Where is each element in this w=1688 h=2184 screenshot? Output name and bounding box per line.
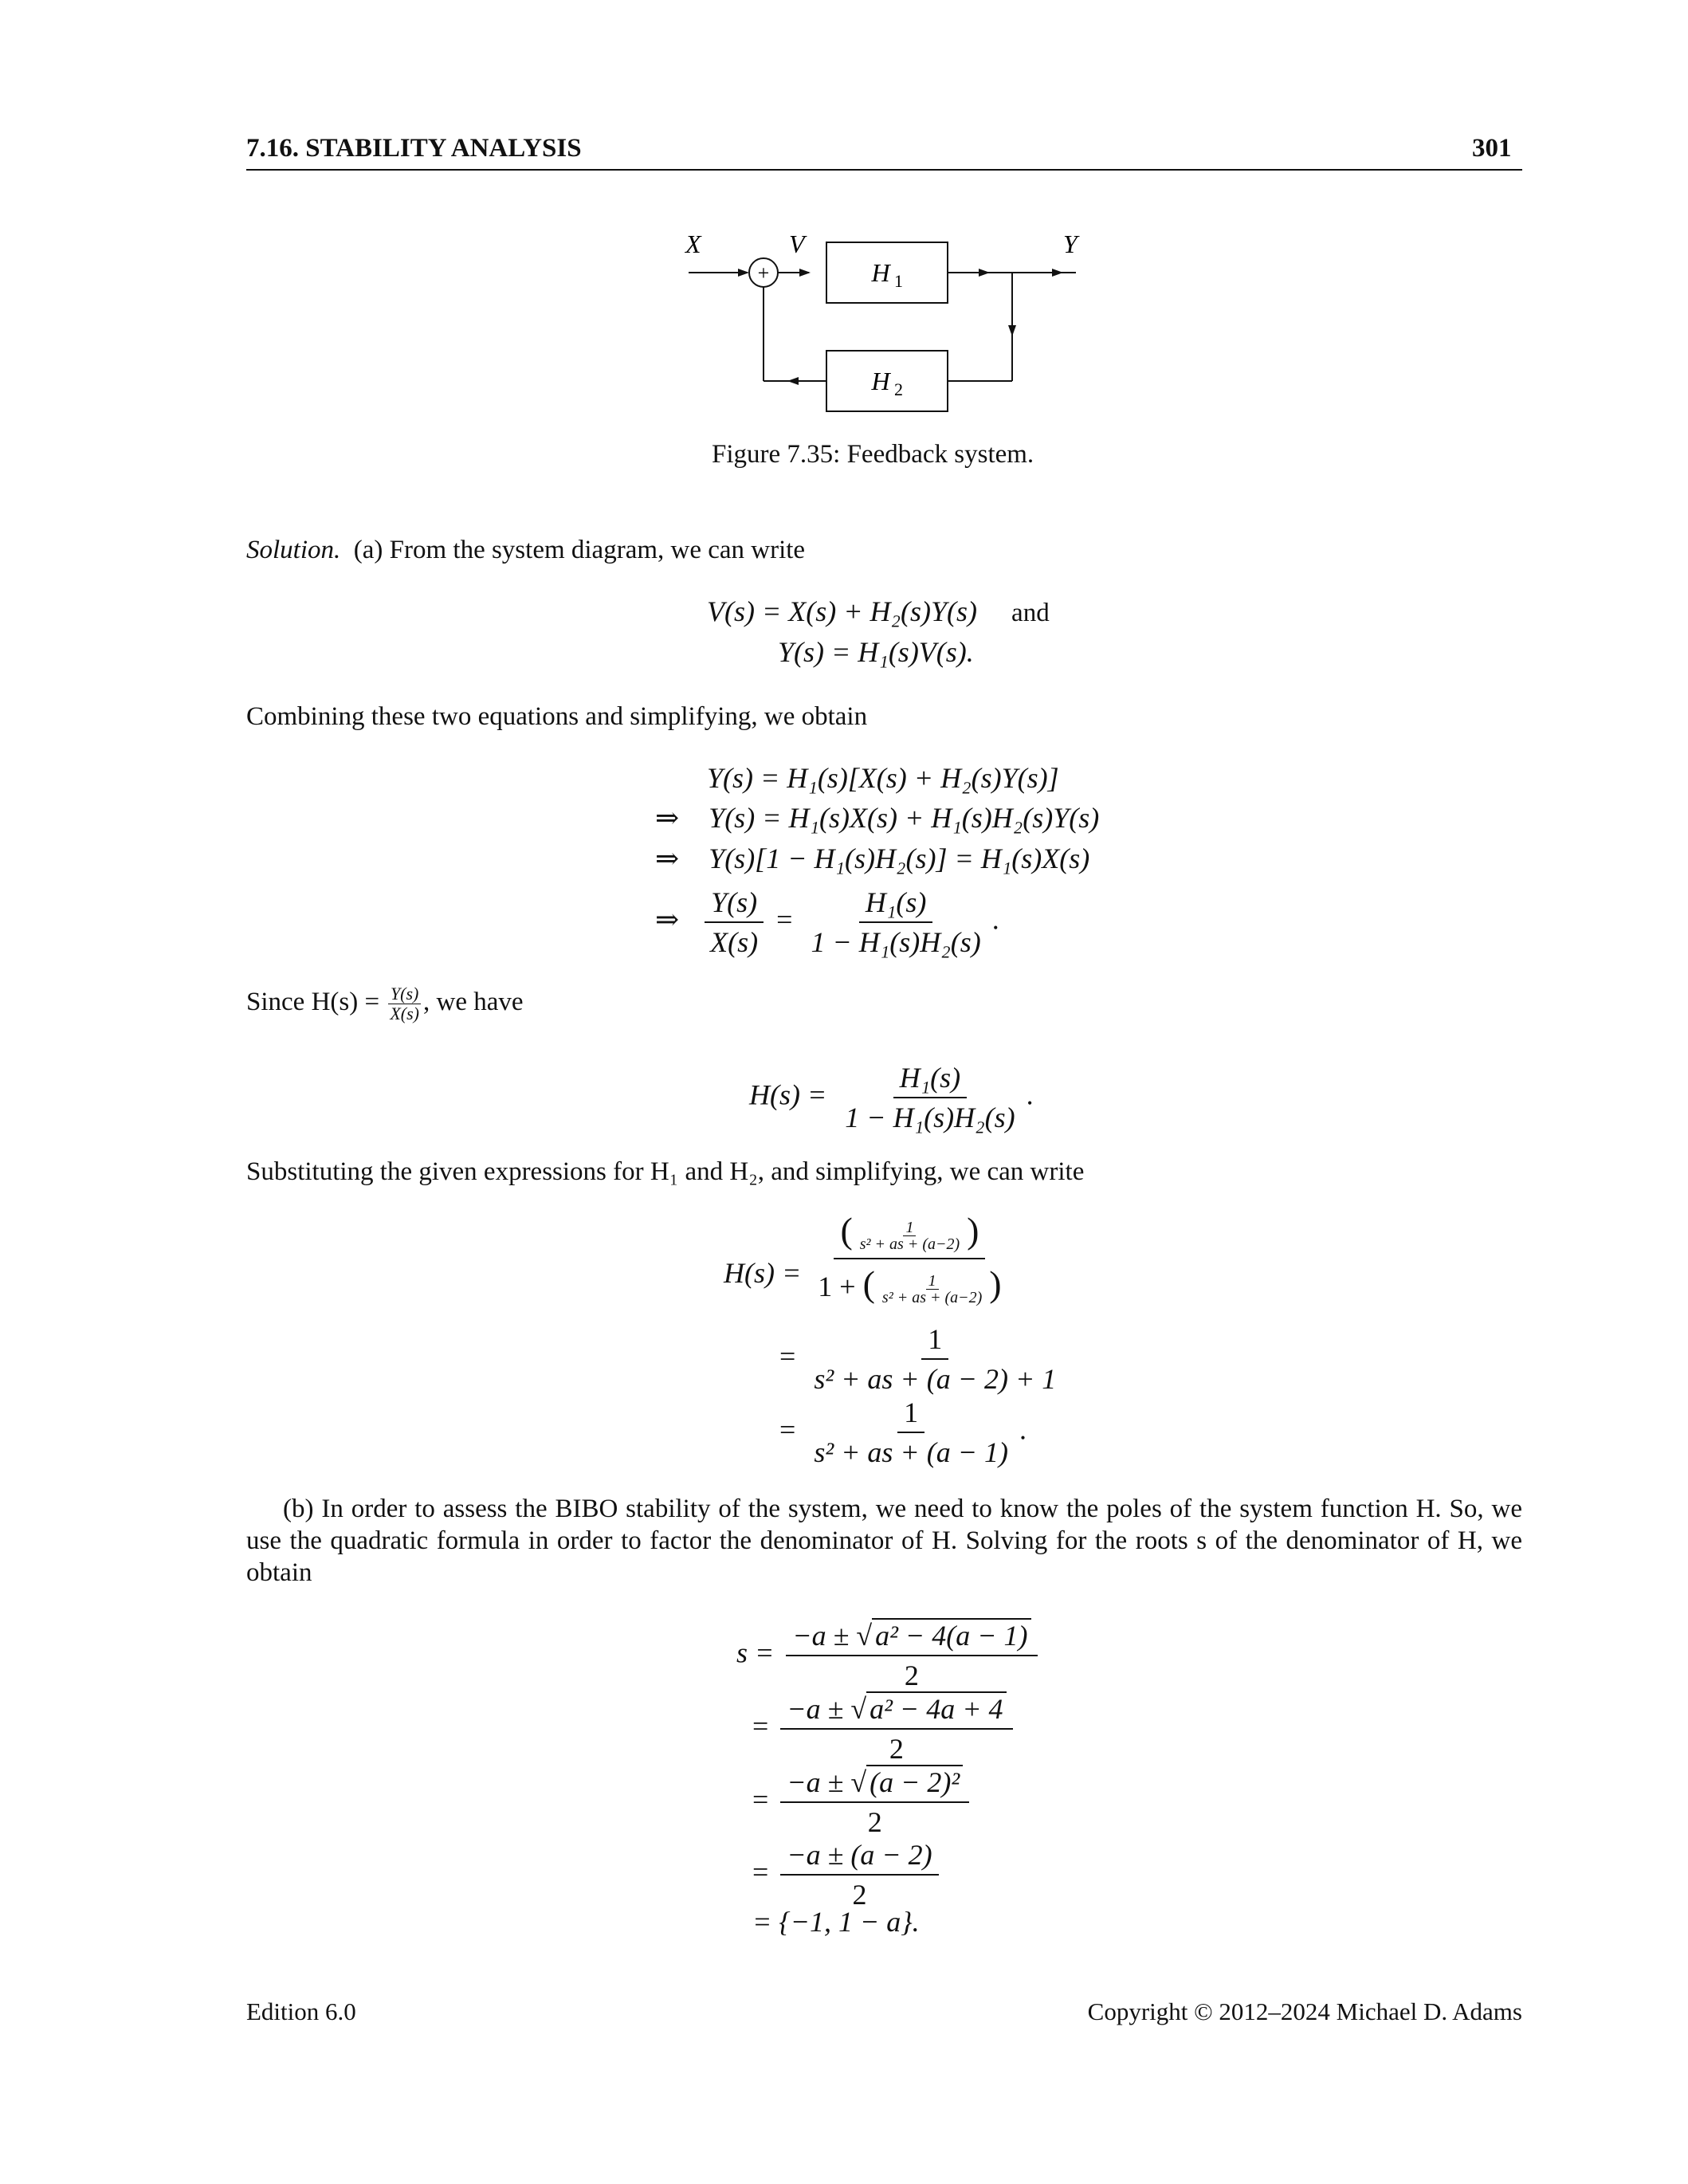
- since-line: Since H(s) = $\frac{Y(s)}{X(s)}$ , we have: [246, 984, 524, 1023]
- implies-symbol: ⇒: [655, 903, 680, 936]
- feedback-diagram: [669, 231, 1100, 422]
- eq4-line3: = $\frac{1}{\text{s² + as + (a − 1)}}$ .: [779, 1396, 1027, 1468]
- eq3: H(s) = $\frac{\text{H₁(s)}}{\text{1 − H₁(s)H₂(s)}}$ .: [749, 1062, 1034, 1133]
- v-label: V: [789, 231, 805, 258]
- eq5-line3: = $\frac{\text{−a ± √ (a − 2)²}}{2}$: [752, 1765, 974, 1840]
- fraction: $\frac{-a \pm (a - 2)}{2}$: [780, 1837, 938, 1912]
- eq4-line1: H(s) = ( $\frac{1}{\text{s² + as + (a−2)}}$ ) 1 + ( $\frac{1}{\text{s² + as + (a−2)}}$ ): [724, 1208, 1013, 1310]
- substituting-text: Substituting the given expressions for H₁ and H₂, and simplifying, we can write: [246, 1157, 1085, 1186]
- eq2-line1: Y(s) = H₁(s)[X(s) + H₂(s)Y(s)]: [707, 762, 1059, 794]
- h2-subscript: 2: [894, 379, 903, 399]
- fraction: $\frac{1}{\text{s² + as + (a − 1)}}$: [814, 1396, 1008, 1468]
- sqrt-sign: √: [850, 1693, 867, 1725]
- header-rule: [246, 169, 1522, 171]
- implies-symbol: ⇒: [655, 843, 680, 874]
- sqrt-sign: √: [856, 1620, 873, 1652]
- inline-fraction: $\frac{Y(s)}{X(s)}$: [387, 985, 422, 1023]
- implies-symbol: ⇒: [655, 802, 680, 834]
- eq2-line3: ⇒ Y(s)[1 − H₁(s)H₂(s)] = H₁(s)X(s): [655, 843, 1090, 874]
- small-fraction: $\frac{1}{\text{s² + as + (a−2)}}$: [859, 1219, 960, 1254]
- edition: Edition 6.0: [246, 1997, 356, 2025]
- eq5-line2: = $\frac{\text{−a ± √ a² − 4a + 4}}{2}$: [752, 1691, 1018, 1766]
- fraction: $\frac{\text{H₁(s)}}{\text{1 − H₁(s)H₂(s)}}$: [811, 886, 981, 958]
- small-fraction: $\frac{1}{\text{s² + as + (a−2)}}$: [881, 1272, 983, 1307]
- fraction: $\frac{\text{−a ± √ a² − 4a + 4}}{2}$: [780, 1691, 1012, 1766]
- fraction: $\frac{1}{\text{s² + as + (a − 2) + 1}}$: [814, 1323, 1057, 1395]
- eq2-line2: ⇒ Y(s) = H₁(s)X(s) + H₁(s)H₂(s)Y(s): [655, 802, 1100, 834]
- h1-subscript: 1: [894, 271, 903, 291]
- figure-caption: Figure 7.35: Feedback system.: [712, 440, 1034, 469]
- fraction: $\frac{\text{−a ± √ (a − 2)²}}{2}$: [780, 1765, 969, 1840]
- eq4-line2: = $\frac{1}{\text{s² + as + (a − 2) + 1}}$: [779, 1322, 1067, 1396]
- sqrt-sign: √: [850, 1766, 867, 1798]
- big-fraction: ( $\frac{1}{\text{s² + as + (a−2)}}$ ) 1 + ( $\frac{1}{\text{s² + as + (a−2)}}$ ): [811, 1208, 1007, 1310]
- x-label: X: [685, 231, 701, 258]
- h2-label: H: [871, 367, 890, 395]
- part-b-paragraph: (b) In order to assess the BIBO stability of the system, we need to know the poles of the system function H. So, we use the quadratic formula in order to factor the denominator of H. Solving for the roots s of the denominator of H, we obtain: [246, 1495, 1522, 1587]
- eq5-line4: = $\frac{-a \pm (a - 2)}{2}$: [752, 1837, 944, 1912]
- eq5-final: = {−1, 1 − a}.: [752, 1906, 920, 1938]
- fraction: $\frac{\text{−a ± √ a² − 4(a − 1)}}{2}$: [786, 1618, 1037, 1693]
- h1-label: H: [871, 258, 890, 287]
- eq1-line1: V(s) = X(s) + H₂(s)Y(s) and: [707, 595, 1050, 627]
- fraction: $\frac{Y(s)}{X(s)}$: [704, 885, 764, 960]
- section-heading: 7.16. STABILITY ANALYSIS: [246, 134, 582, 163]
- solution-intro-text: (a) From the system diagram, we can write: [353, 536, 806, 564]
- summer-plus: +: [757, 261, 770, 285]
- solution-intro: [246, 534, 805, 566]
- copyright: Copyright © 2012–2024 Michael D. Adams: [1087, 1997, 1522, 2025]
- combining-text: Combining these two equations and simplifying, we obtain: [246, 702, 868, 731]
- solution-label: Solution.: [246, 536, 341, 564]
- page-number: 301: [1472, 134, 1512, 163]
- fraction: $\frac{\text{H₁(s)}}{\text{1 − H₁(s)H₂(s)}}$: [845, 1062, 1015, 1133]
- y-label: Y: [1063, 231, 1078, 258]
- eq5-line1: s = $\frac{\text{−a ± √ a² − 4(a − 1)}}{2}$: [736, 1618, 1042, 1693]
- eq1-line2: Y(s) = H₁(s)V(s).: [778, 636, 974, 668]
- eq1-and: and: [1011, 599, 1050, 627]
- eq2-line4: ⇒ $\frac{Y(s)}{X(s)}$ = $\frac{\text{H₁(s)}}{\text{1 − H₁(s)H₂(s)}}$ .: [655, 886, 999, 958]
